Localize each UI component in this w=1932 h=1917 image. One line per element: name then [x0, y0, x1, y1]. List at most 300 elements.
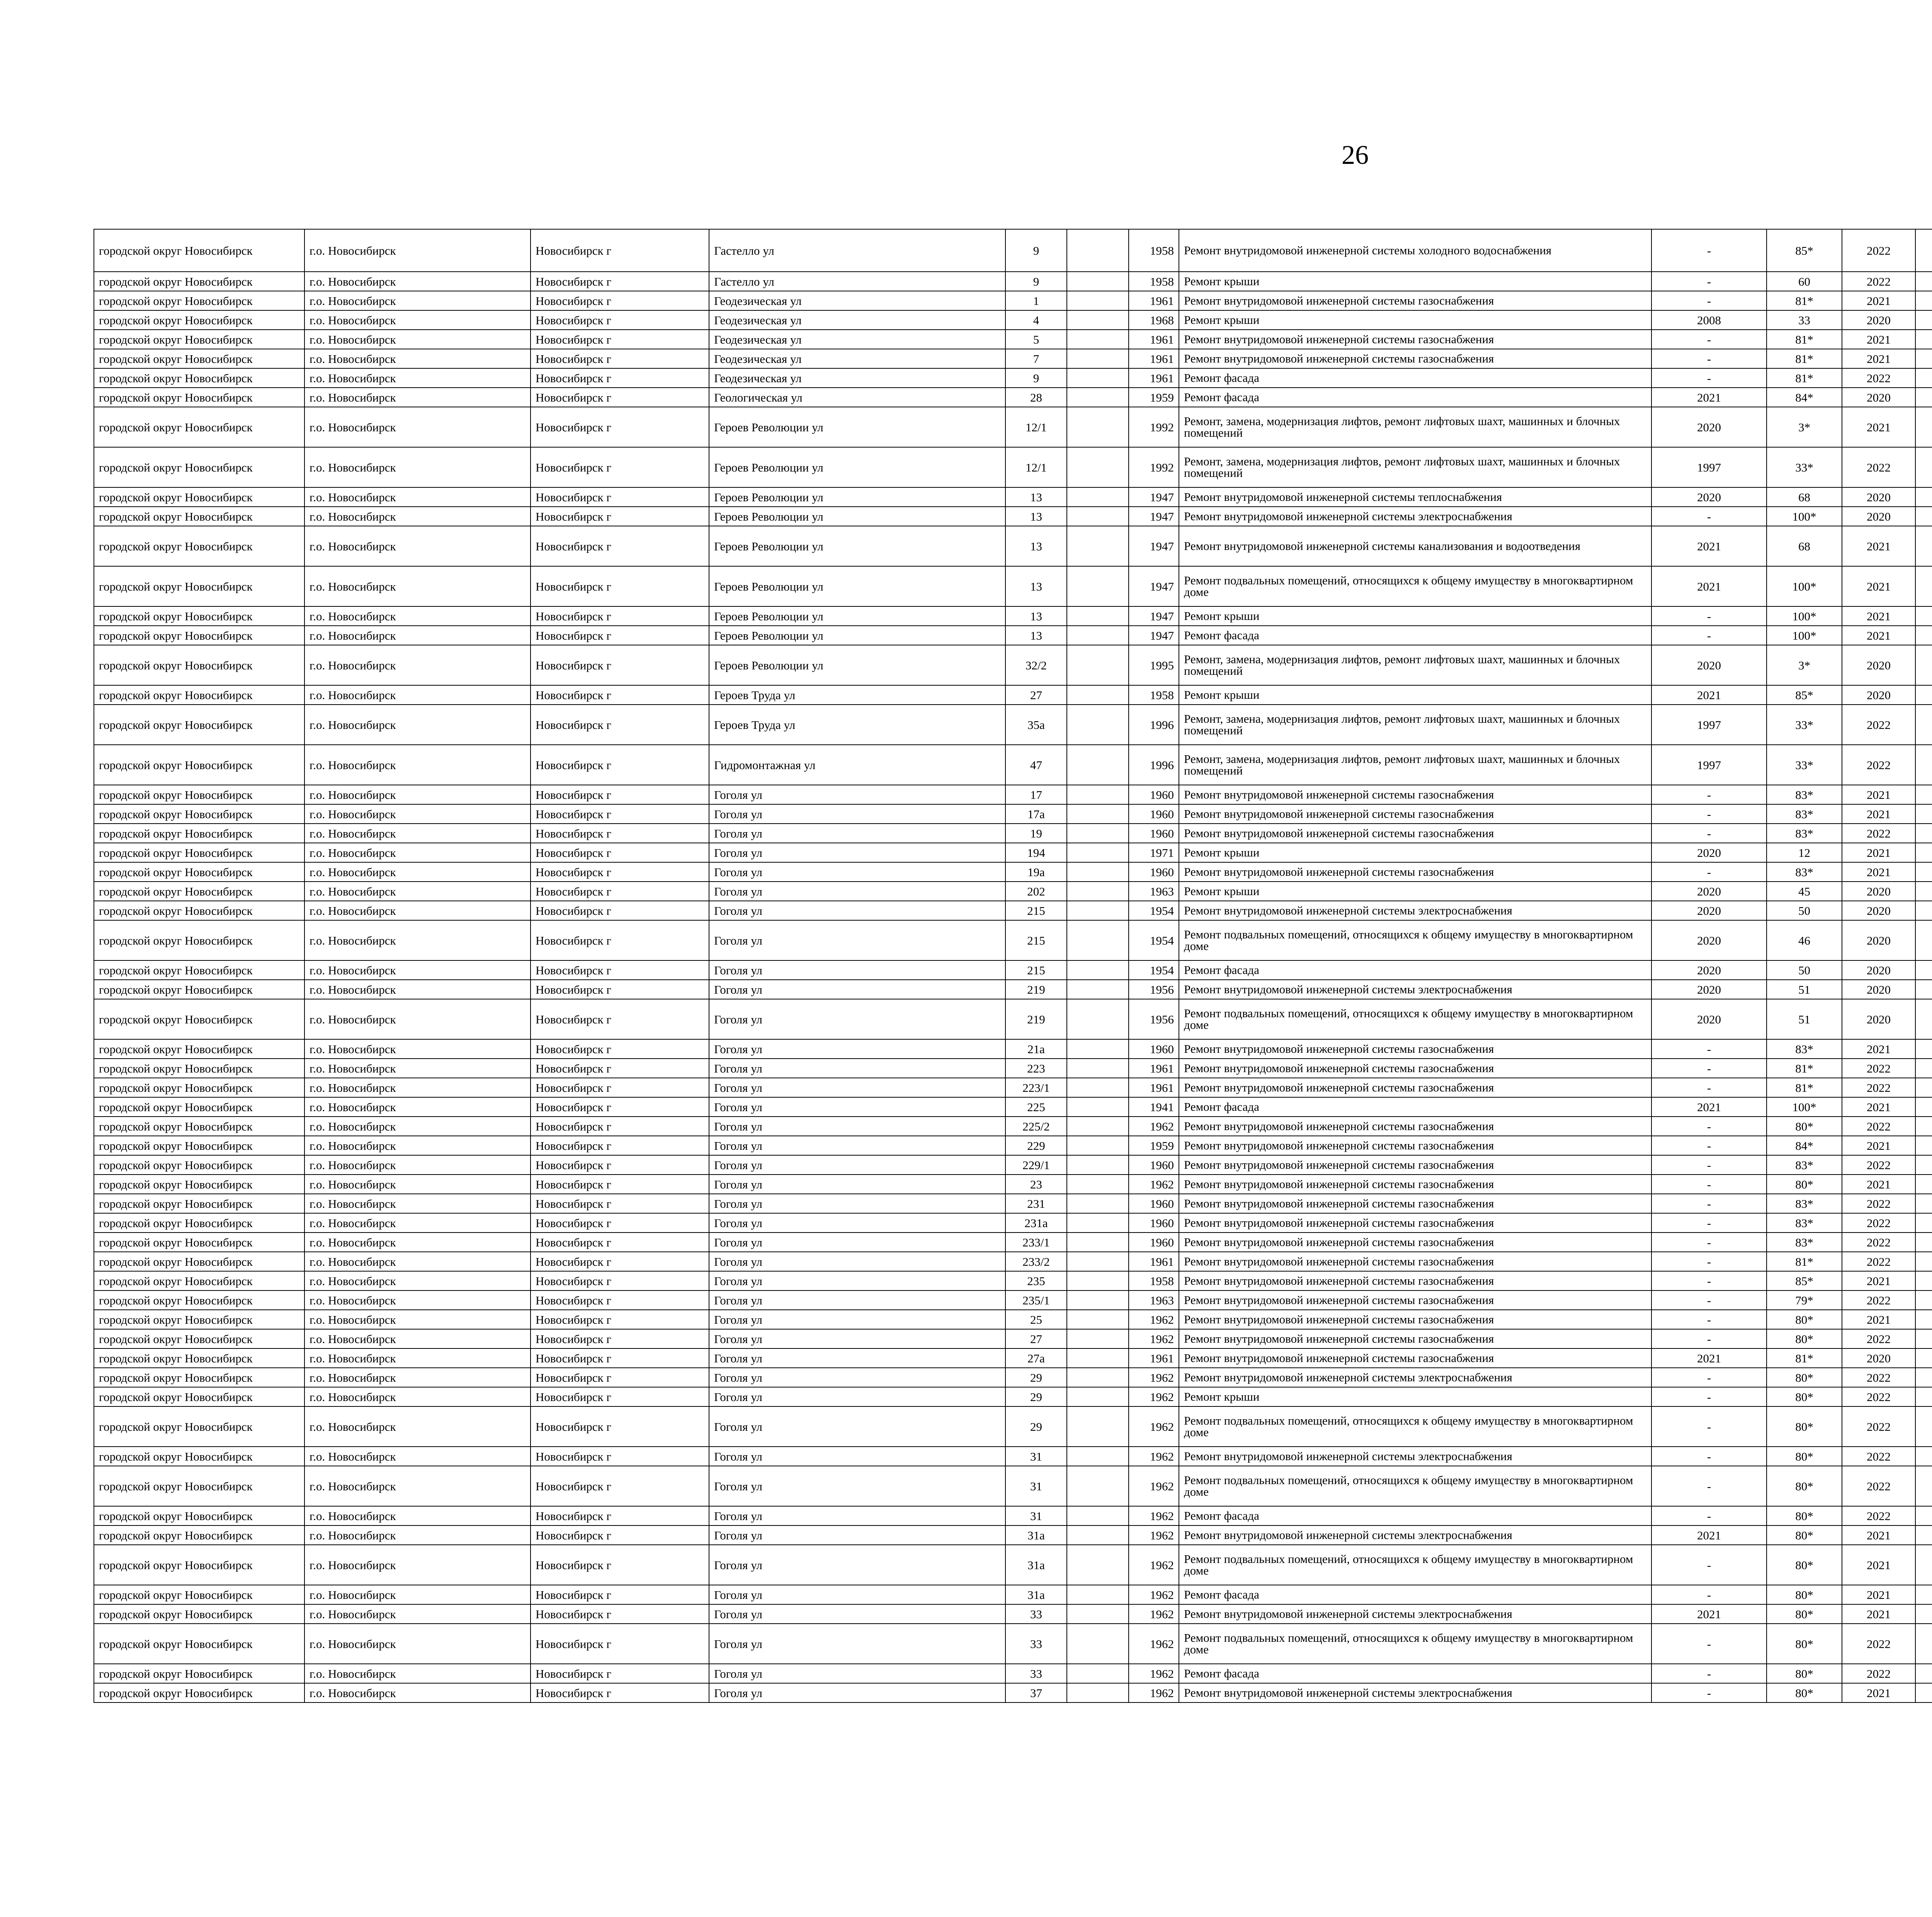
table-cell: Новосибирск г: [531, 862, 709, 882]
table-cell: 1992: [1129, 447, 1179, 487]
table-cell: г.о. Новосибирск: [304, 407, 531, 447]
table-cell: [1915, 785, 1932, 804]
table-cell: 2022: [1842, 1117, 1915, 1136]
table-cell: Гоголя ул: [709, 785, 1005, 804]
table-cell: городской округ Новосибирск: [94, 1368, 304, 1387]
table-cell-empty: [1067, 1059, 1129, 1078]
table-cell: г.о. Новосибирск: [304, 1213, 531, 1233]
table-cell: -: [1651, 1585, 1767, 1604]
table-cell-empty: [1067, 349, 1129, 368]
table-cell: 1: [1005, 291, 1067, 310]
repair-program-table: [94, 229, 1932, 1703]
table-row: [94, 407, 1932, 447]
table-cell: 1947: [1129, 566, 1179, 606]
table-cell: [1915, 1194, 1932, 1213]
table-cell: [1915, 1664, 1932, 1683]
table-cell: 2021: [1842, 862, 1915, 882]
table-cell: 17: [1005, 785, 1067, 804]
table-row: [94, 843, 1932, 862]
table-row: [94, 685, 1932, 705]
table-cell: Ремонт внутридомовой инженерной системы газоснабжения: [1179, 1252, 1651, 1271]
table-cell: 2022: [1842, 1406, 1915, 1447]
table-cell: Гоголя ул: [709, 1078, 1005, 1097]
table-cell: Новосибирск г: [531, 1368, 709, 1387]
table-cell: городской округ Новосибирск: [94, 960, 304, 980]
table-cell: [1915, 745, 1932, 785]
table-row: [94, 1175, 1932, 1194]
table-cell: [1915, 407, 1932, 447]
table-row: [94, 1624, 1932, 1664]
table-row: [94, 310, 1932, 330]
table-cell: -: [1651, 368, 1767, 388]
table-cell: 2008: [1651, 310, 1767, 330]
table-cell-empty: [1067, 1683, 1129, 1702]
table-cell: -: [1651, 1213, 1767, 1233]
table-cell: 1961: [1129, 291, 1179, 310]
table-cell: [1915, 804, 1932, 824]
table-cell: Ремонт, замена, модернизация лифтов, ремонт лифтовых шахт, машинных и блочных помещений: [1179, 645, 1651, 685]
table-cell: [1915, 1368, 1932, 1387]
table-cell: [1915, 920, 1932, 960]
table-cell: г.о. Новосибирск: [304, 920, 531, 960]
table-cell: 33*: [1767, 745, 1842, 785]
table-cell: [1915, 1290, 1932, 1310]
table-cell: 2022: [1842, 1155, 1915, 1175]
table-cell-empty: [1067, 960, 1129, 980]
table-cell: 81*: [1767, 330, 1842, 349]
table-cell: 100*: [1767, 626, 1842, 645]
table-cell: г.о. Новосибирск: [304, 1039, 531, 1059]
table-cell: г.о. Новосибирск: [304, 862, 531, 882]
table-cell-empty: [1067, 626, 1129, 645]
table-row: [94, 920, 1932, 960]
table-cell: Гоголя ул: [709, 1310, 1005, 1329]
table-row: [94, 1525, 1932, 1545]
table-cell: 80*: [1767, 1525, 1842, 1545]
table-cell: [1915, 1117, 1932, 1136]
table-cell-empty: [1067, 1387, 1129, 1406]
table-cell: г.о. Новосибирск: [304, 685, 531, 705]
table-cell: городской округ Новосибирск: [94, 901, 304, 920]
table-cell: городской округ Новосибирск: [94, 843, 304, 862]
table-cell: Новосибирск г: [531, 1683, 709, 1702]
table-cell: 1962: [1129, 1447, 1179, 1466]
table-cell: Гоголя ул: [709, 804, 1005, 824]
table-cell: 37: [1005, 1683, 1067, 1702]
table-cell: [1915, 862, 1932, 882]
table-cell-empty: [1067, 526, 1129, 566]
table-cell: городской округ Новосибирск: [94, 1406, 304, 1447]
table-cell: [1915, 388, 1932, 407]
table-cell: Новосибирск г: [531, 310, 709, 330]
table-cell: г.о. Новосибирск: [304, 1194, 531, 1213]
table-cell: г.о. Новосибирск: [304, 1545, 531, 1585]
table-cell: 50: [1767, 901, 1842, 920]
table-cell: [1915, 507, 1932, 526]
table-cell: 1962: [1129, 1466, 1179, 1506]
table-cell: Героев Революции ул: [709, 507, 1005, 526]
table-cell: Ремонт внутридомовой инженерной системы газоснабжения: [1179, 1078, 1651, 1097]
table-cell: Ремонт крыши: [1179, 882, 1651, 901]
table-cell: 2021: [1842, 407, 1915, 447]
table-cell: городской округ Новосибирск: [94, 1175, 304, 1194]
table-cell-empty: [1067, 1624, 1129, 1664]
table-cell: Ремонт внутридомовой инженерной системы электроснабжения: [1179, 1604, 1651, 1624]
table-cell: Новосибирск г: [531, 388, 709, 407]
table-cell: [1915, 1271, 1932, 1290]
table-row: [94, 1059, 1932, 1078]
table-cell: Новосибирск г: [531, 1604, 709, 1624]
table-cell: 25: [1005, 1310, 1067, 1329]
table-cell: г.о. Новосибирск: [304, 1252, 531, 1271]
table-cell: -: [1651, 1683, 1767, 1702]
table-cell: г.о. Новосибирск: [304, 1585, 531, 1604]
table-cell: 2020: [1842, 999, 1915, 1039]
table-cell: Ремонт внутридомовой инженерной системы электроснабжения: [1179, 901, 1651, 920]
table-cell: 9: [1005, 229, 1067, 272]
table-cell: -: [1651, 1329, 1767, 1348]
table-cell: г.о. Новосибирск: [304, 1466, 531, 1506]
table-cell: [1915, 526, 1932, 566]
table-cell: 81*: [1767, 368, 1842, 388]
table-row: [94, 1545, 1932, 1585]
table-cell: 2021: [1842, 785, 1915, 804]
table-cell: 19: [1005, 824, 1067, 843]
table-row: [94, 1097, 1932, 1117]
table-cell: г.о. Новосибирск: [304, 291, 531, 310]
table-cell: Гоголя ул: [709, 1348, 1005, 1368]
table-cell: 80*: [1767, 1387, 1842, 1406]
table-cell: 27а: [1005, 1348, 1067, 1368]
table-cell: 46: [1767, 920, 1842, 960]
table-cell: Гоголя ул: [709, 1664, 1005, 1683]
table-row: [94, 745, 1932, 785]
table-cell: 80*: [1767, 1406, 1842, 1447]
table-cell: 2020: [1842, 901, 1915, 920]
table-cell: 219: [1005, 980, 1067, 999]
table-cell: 80*: [1767, 1624, 1842, 1664]
table-cell: 1961: [1129, 368, 1179, 388]
table-cell: Ремонт внутридомовой инженерной системы газоснабжения: [1179, 1310, 1651, 1329]
table-cell-empty: [1067, 1466, 1129, 1506]
table-cell: г.о. Новосибирск: [304, 330, 531, 349]
table-cell: 235/1: [1005, 1290, 1067, 1310]
table-cell: 2020: [1842, 980, 1915, 999]
table-cell: Ремонт подвальных помещений, относящихся к общему имуществу в многоквартирном доме: [1179, 1624, 1651, 1664]
table-cell: г.о. Новосибирск: [304, 804, 531, 824]
table-cell: 2021: [1842, 626, 1915, 645]
table-cell: 1962: [1129, 1368, 1179, 1387]
table-row: [94, 705, 1932, 745]
table-cell: 2021: [1842, 526, 1915, 566]
table-cell: городской округ Новосибирск: [94, 1117, 304, 1136]
table-cell: 19а: [1005, 862, 1067, 882]
table-cell: городской округ Новосибирск: [94, 1213, 304, 1233]
table-cell: Героев Революции ул: [709, 566, 1005, 606]
table-cell: Новосибирск г: [531, 1329, 709, 1348]
table-cell: Ремонт внутридомовой инженерной системы газоснабжения: [1179, 1136, 1651, 1155]
table-row: [94, 1155, 1932, 1175]
table-cell: Гоголя ул: [709, 1387, 1005, 1406]
table-cell: 21а: [1005, 1039, 1067, 1059]
table-cell: 2020: [1651, 999, 1767, 1039]
table-row: [94, 606, 1932, 626]
table-cell: Геодезическая ул: [709, 291, 1005, 310]
table-cell: 194: [1005, 843, 1067, 862]
table-cell: [1915, 1545, 1932, 1585]
table-cell-empty: [1067, 862, 1129, 882]
table-cell: 2022: [1842, 447, 1915, 487]
table-cell-empty: [1067, 920, 1129, 960]
table-cell: Новосибирск г: [531, 1290, 709, 1310]
table-cell: 13: [1005, 626, 1067, 645]
table-cell: 2020: [1842, 645, 1915, 685]
table-row: [94, 272, 1932, 291]
table-cell: 1958: [1129, 1271, 1179, 1290]
table-cell: [1915, 1348, 1932, 1368]
table-cell: -: [1651, 1136, 1767, 1155]
table-cell: -: [1651, 1368, 1767, 1387]
table-cell: Героев Революции ул: [709, 645, 1005, 685]
table-cell: городской округ Новосибирск: [94, 1466, 304, 1506]
table-cell-empty: [1067, 882, 1129, 901]
table-cell: Гоголя ул: [709, 824, 1005, 843]
table-cell-empty: [1067, 272, 1129, 291]
table-cell: Новосибирск г: [531, 1039, 709, 1059]
table-cell: 2021: [1651, 685, 1767, 705]
table-cell: 2021: [1842, 1525, 1915, 1545]
table-cell: городской округ Новосибирск: [94, 804, 304, 824]
table-cell: [1915, 487, 1932, 507]
table-cell: Ремонт крыши: [1179, 606, 1651, 626]
table-cell: Новосибирск г: [531, 785, 709, 804]
table-cell: 2020: [1842, 388, 1915, 407]
table-row: [94, 862, 1932, 882]
table-cell: 2022: [1842, 1506, 1915, 1525]
table-cell: 84*: [1767, 388, 1842, 407]
table-cell: городской округ Новосибирск: [94, 368, 304, 388]
table-cell: 1997: [1651, 447, 1767, 487]
table-cell: г.о. Новосибирск: [304, 487, 531, 507]
table-cell: 28: [1005, 388, 1067, 407]
table-cell: г.о. Новосибирск: [304, 368, 531, 388]
table-cell: 215: [1005, 960, 1067, 980]
table-cell: Героев Труда ул: [709, 705, 1005, 745]
table-cell: г.о. Новосибирск: [304, 349, 531, 368]
table-row: [94, 1310, 1932, 1329]
table-cell: 84*: [1767, 1136, 1842, 1155]
table-cell: 1961: [1129, 1059, 1179, 1078]
table-cell: 81*: [1767, 1078, 1842, 1097]
table-cell: Новосибирск г: [531, 487, 709, 507]
table-cell: Ремонт крыши: [1179, 843, 1651, 862]
table-cell: 1959: [1129, 1136, 1179, 1155]
table-cell: Новосибирск г: [531, 626, 709, 645]
table-cell: [1915, 1683, 1932, 1702]
table-row: [94, 1585, 1932, 1604]
table-cell: 1962: [1129, 1310, 1179, 1329]
table-cell: 2022: [1842, 745, 1915, 785]
table-cell: 13: [1005, 606, 1067, 626]
table-cell: 235: [1005, 1271, 1067, 1290]
table-cell: 33: [1005, 1624, 1067, 1664]
table-cell: 1997: [1651, 705, 1767, 745]
table-cell-empty: [1067, 1097, 1129, 1117]
table-cell: 2021: [1651, 1097, 1767, 1117]
table-row: [94, 1406, 1932, 1447]
table-row: [94, 1604, 1932, 1624]
table-cell: Новосибирск г: [531, 1348, 709, 1368]
table-row: [94, 960, 1932, 980]
table-cell: -: [1651, 1117, 1767, 1136]
table-cell: 5: [1005, 330, 1067, 349]
table-cell: Гоголя ул: [709, 1155, 1005, 1175]
table-cell: Гоголя ул: [709, 1252, 1005, 1271]
table-cell: 31а: [1005, 1545, 1067, 1585]
table-cell: 1947: [1129, 507, 1179, 526]
table-cell: 80*: [1767, 1329, 1842, 1348]
table-cell: Ремонт внутридомовой инженерной системы холодного водоснабжения: [1179, 229, 1651, 272]
table-row: [94, 999, 1932, 1039]
table-cell: городской округ Новосибирск: [94, 1348, 304, 1368]
table-cell: 1958: [1129, 272, 1179, 291]
table-cell: городской округ Новосибирск: [94, 980, 304, 999]
table-cell: 1954: [1129, 960, 1179, 980]
table-cell: Гоголя ул: [709, 1466, 1005, 1506]
table-cell: Гоголя ул: [709, 1506, 1005, 1525]
table-cell: 31: [1005, 1466, 1067, 1506]
table-cell: Новосибирск г: [531, 901, 709, 920]
table-cell: [1915, 330, 1932, 349]
table-cell: 225/2: [1005, 1117, 1067, 1136]
table-cell: 2021: [1842, 1585, 1915, 1604]
table-cell: 1954: [1129, 920, 1179, 960]
table-cell: Гоголя ул: [709, 920, 1005, 960]
table-cell: Гоголя ул: [709, 1194, 1005, 1213]
table-cell-empty: [1067, 1194, 1129, 1213]
table-cell: 1962: [1129, 1585, 1179, 1604]
table-cell: Новосибирск г: [531, 1213, 709, 1233]
table-cell: Ремонт фасада: [1179, 960, 1651, 980]
table-cell: г.о. Новосибирск: [304, 824, 531, 843]
table-cell: [1915, 1506, 1932, 1525]
table-cell: [1915, 1039, 1932, 1059]
table-row: [94, 447, 1932, 487]
table-cell: Новосибирск г: [531, 920, 709, 960]
table-cell: -: [1651, 824, 1767, 843]
table-cell: городской округ Новосибирск: [94, 999, 304, 1039]
table-cell: 31: [1005, 1506, 1067, 1525]
table-cell: Героев Революции ул: [709, 526, 1005, 566]
table-cell: г.о. Новосибирск: [304, 882, 531, 901]
table-cell: Новосибирск г: [531, 330, 709, 349]
table-cell: 1960: [1129, 824, 1179, 843]
table-row: [94, 1348, 1932, 1368]
table-cell: Гоголя ул: [709, 1624, 1005, 1664]
table-cell: [1915, 1310, 1932, 1329]
table-cell: городской округ Новосибирск: [94, 1290, 304, 1310]
table-cell: Новосибирск г: [531, 407, 709, 447]
table-cell: городской округ Новосибирск: [94, 1664, 304, 1683]
table-cell: 29: [1005, 1406, 1067, 1447]
table-cell: 1960: [1129, 1039, 1179, 1059]
table-cell: [1915, 1059, 1932, 1078]
table-cell: 1960: [1129, 1213, 1179, 1233]
table-cell: 2022: [1842, 1233, 1915, 1252]
table-cell-empty: [1067, 1585, 1129, 1604]
table-cell: [1915, 1466, 1932, 1506]
table-cell: 2021: [1651, 388, 1767, 407]
table-cell: Новосибирск г: [531, 507, 709, 526]
table-cell: г.о. Новосибирск: [304, 1271, 531, 1290]
table-cell: 33: [1767, 310, 1842, 330]
table-cell: городской округ Новосибирск: [94, 920, 304, 960]
table-cell: 1962: [1129, 1506, 1179, 1525]
table-cell: г.о. Новосибирск: [304, 1525, 531, 1545]
table-cell: 2021: [1842, 1039, 1915, 1059]
table-cell: 2022: [1842, 272, 1915, 291]
table-cell: Новосибирск г: [531, 960, 709, 980]
table-cell: 2020: [1651, 882, 1767, 901]
table-cell: 1958: [1129, 685, 1179, 705]
table-cell: 85*: [1767, 685, 1842, 705]
table-row: [94, 980, 1932, 999]
table-cell-empty: [1067, 566, 1129, 606]
table-cell: 12: [1767, 843, 1842, 862]
table-cell: [1915, 843, 1932, 862]
table-cell: [1915, 1604, 1932, 1624]
table-cell: городской округ Новосибирск: [94, 229, 304, 272]
table-cell: Ремонт внутридомовой инженерной системы газоснабжения: [1179, 1348, 1651, 1368]
table-cell: г.о. Новосибирск: [304, 960, 531, 980]
table-cell: Ремонт внутридомовой инженерной системы газоснабжения: [1179, 330, 1651, 349]
table-row: [94, 1387, 1932, 1406]
table-cell: 2022: [1842, 1194, 1915, 1213]
table-cell: г.о. Новосибирск: [304, 1348, 531, 1368]
table-cell-empty: [1067, 999, 1129, 1039]
table-cell: городской округ Новосибирск: [94, 1624, 304, 1664]
table-cell: 33: [1005, 1604, 1067, 1624]
table-cell: г.о. Новосибирск: [304, 1683, 531, 1702]
table-cell: -: [1651, 1447, 1767, 1466]
table-cell: г.о. Новосибирск: [304, 1387, 531, 1406]
table-cell: Новосибирск г: [531, 1078, 709, 1097]
table-cell: [1915, 999, 1932, 1039]
table-cell: -: [1651, 1252, 1767, 1271]
table-cell: [1915, 1624, 1932, 1664]
table-cell: Ремонт внутридомовой инженерной системы электроснабжения: [1179, 1368, 1651, 1387]
table-cell: 2020: [1842, 960, 1915, 980]
table-cell: 100*: [1767, 1097, 1842, 1117]
table-cell: [1915, 824, 1932, 843]
table-cell-empty: [1067, 507, 1129, 526]
table-cell: Ремонт крыши: [1179, 685, 1651, 705]
table-cell-empty: [1067, 1175, 1129, 1194]
table-cell: [1915, 1387, 1932, 1406]
table-cell: 2021: [1842, 1136, 1915, 1155]
table-cell: Новосибирск г: [531, 291, 709, 310]
table-cell: 80*: [1767, 1117, 1842, 1136]
table-cell: 32/2: [1005, 645, 1067, 685]
table-cell-empty: [1067, 1329, 1129, 1348]
table-cell: Гоголя ул: [709, 901, 1005, 920]
table-cell: 2022: [1842, 1368, 1915, 1387]
table-cell: 2020: [1842, 1348, 1915, 1368]
table-cell: Гоголя ул: [709, 960, 1005, 980]
table-cell: Новосибирск г: [531, 1136, 709, 1155]
table-cell: 2021: [1651, 1525, 1767, 1545]
table-cell: 2021: [1842, 330, 1915, 349]
